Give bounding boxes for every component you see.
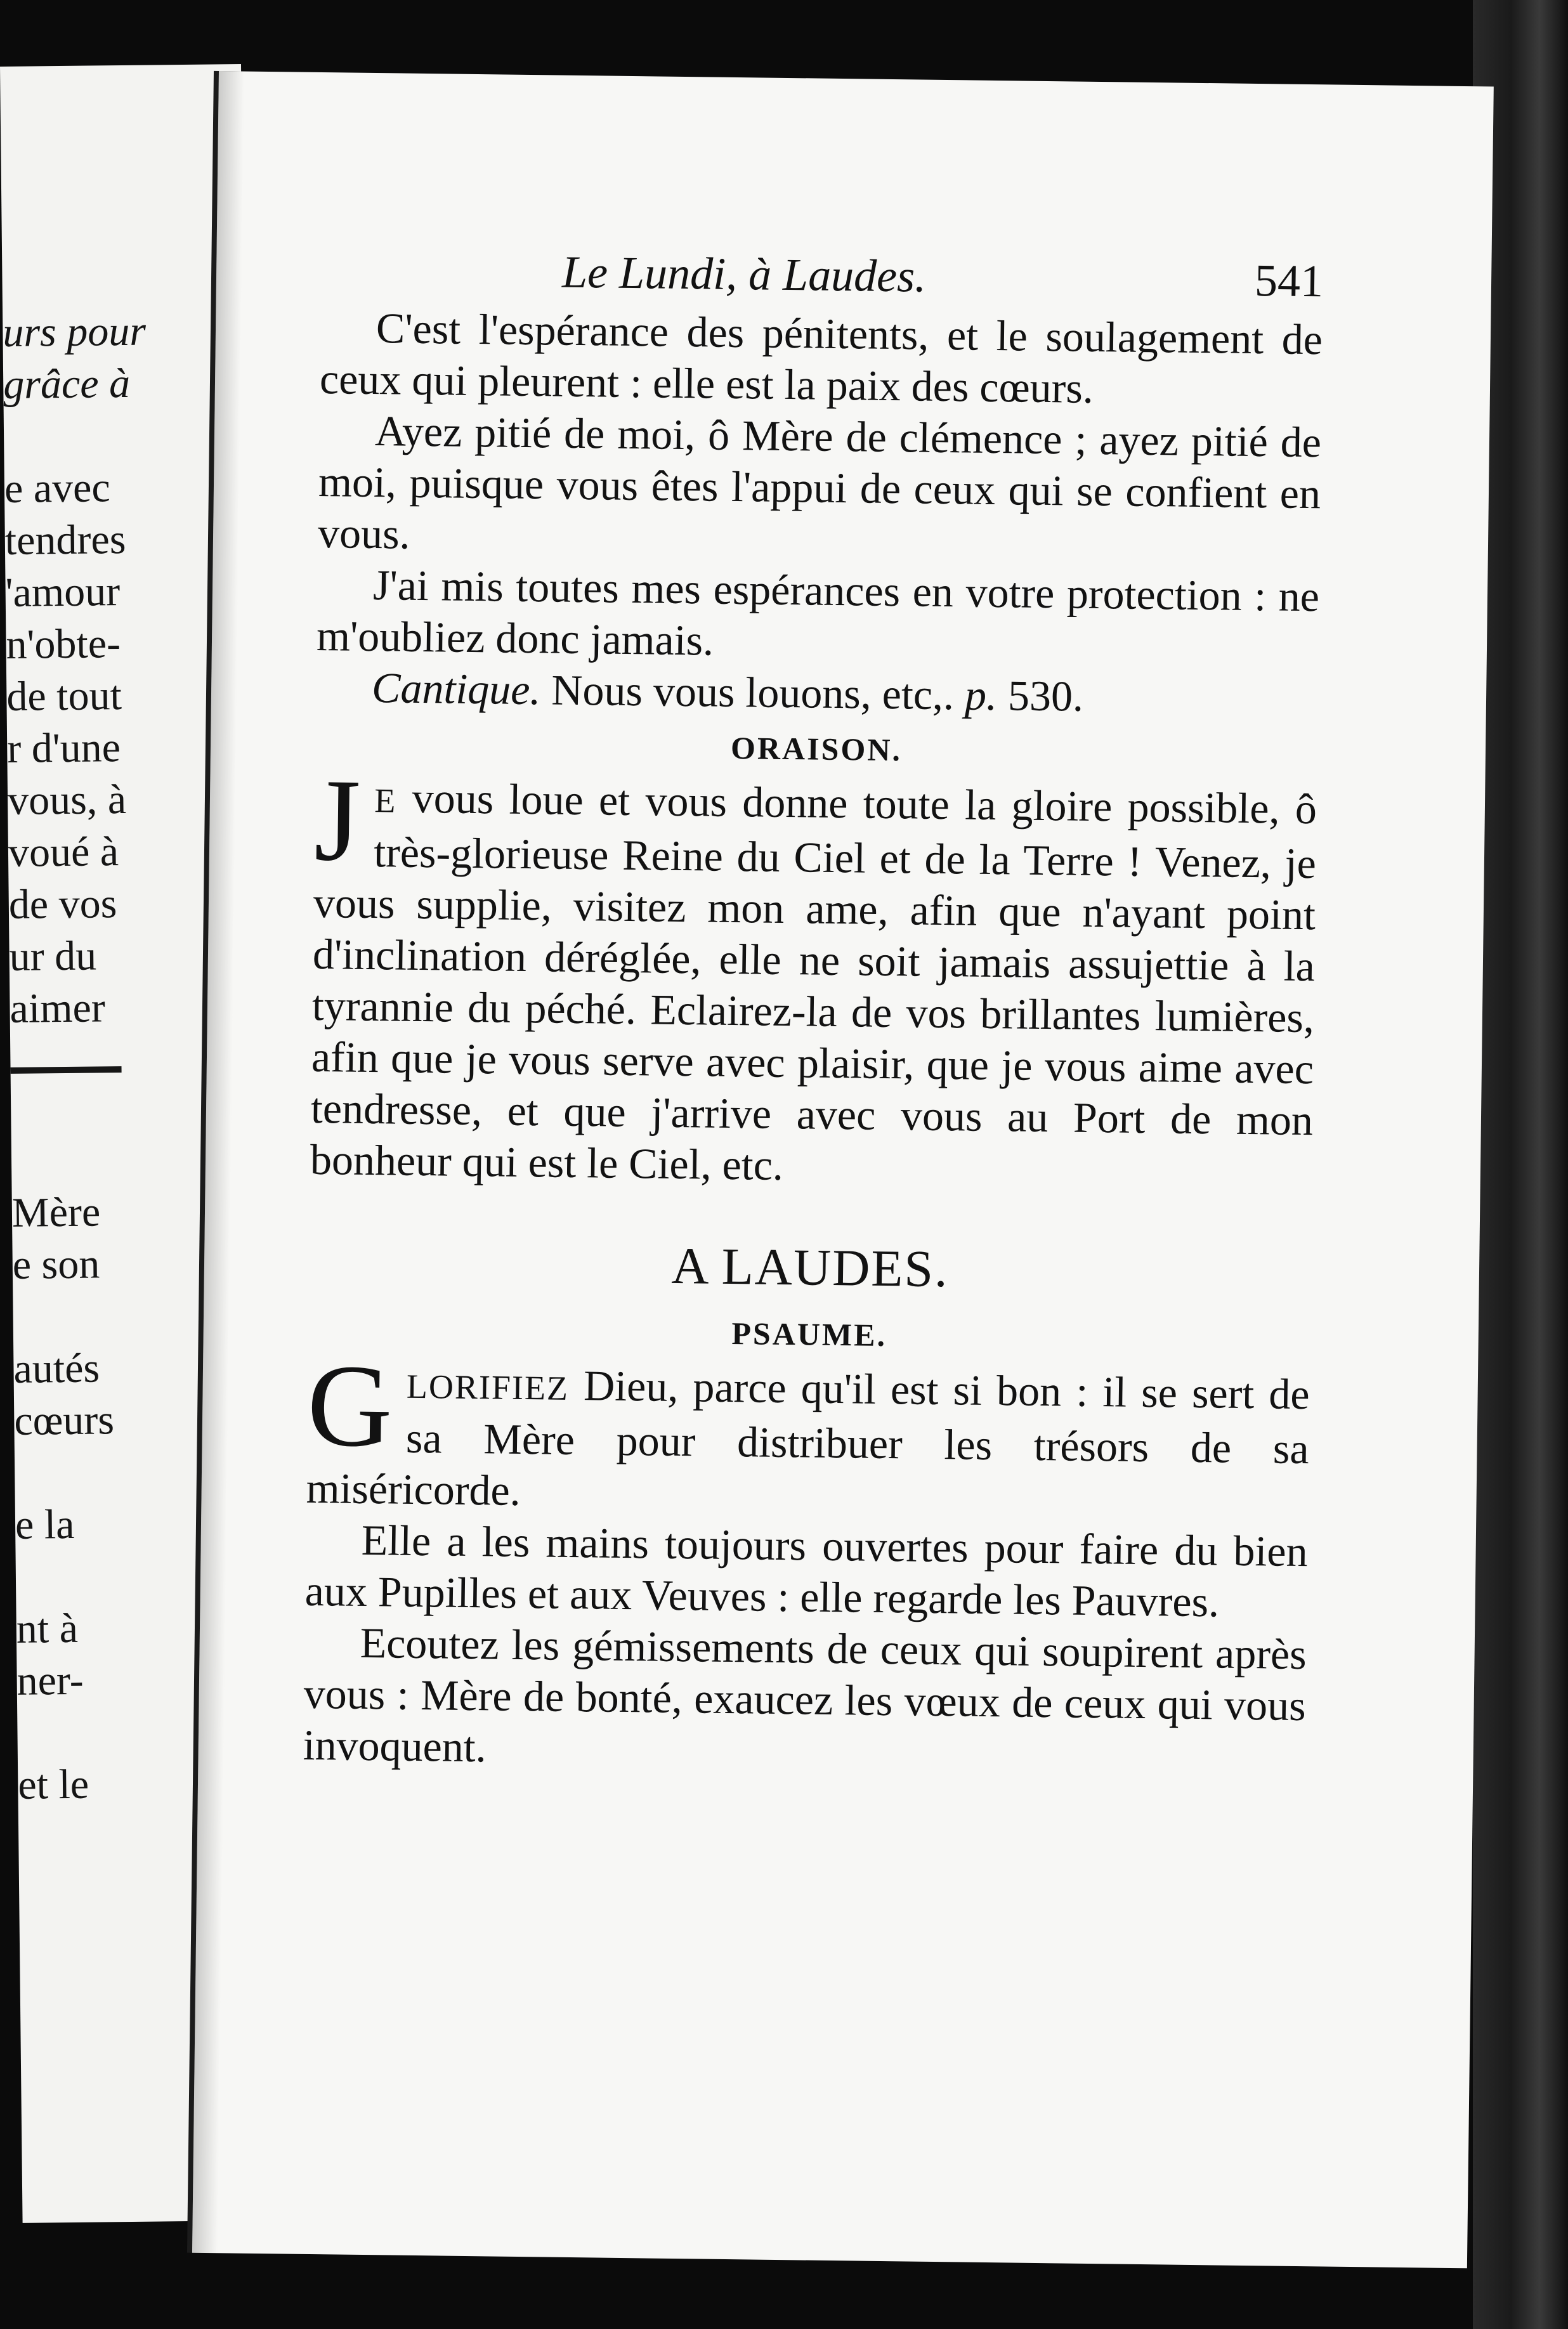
oraison-text: vous loue et vous donne toute la gloire possible, ô très-glorieuse Reine du Ciel et de la Terre ! Venez, je vous supplie, visitez mon ame, afin que n'ayant point d'inclination déréglée, elle ne soit jamais assujettie à la tyrannie du péché. Eclairez-la de vos brillantes lumières, afin que je vous serve avec plaisir, que je vous aime avec tendresse, et que j'arrive avec vous au Port de mon bonheur qui est le Ciel, etc. [310, 773, 1317, 1189]
facing-page-line: e son [12, 1241, 100, 1288]
psaume-smallcaps: LORIFIEZ [406, 1367, 570, 1407]
facing-page-line: e la [15, 1501, 75, 1548]
facing-page-rule [11, 1066, 122, 1074]
facing-page-line: 'amour [5, 568, 121, 616]
facing-page-line: cœurs [13, 1397, 115, 1444]
facing-page-line: voué à [8, 828, 119, 876]
psaume-dropcap: G [306, 1340, 393, 1472]
facing-page-line: autés [13, 1345, 100, 1392]
psaume-text: Dieu, parce qu'il est si bon : il se sert de sa Mère pour distribuer les trésors de sa miséricorde. [306, 1360, 1310, 1515]
facing-page-line: urs pour [3, 308, 147, 356]
oraison-paragraph [310, 754, 1317, 1197]
facing-page-line: r d'une [6, 724, 121, 772]
facing-page-line: n'obte- [6, 620, 121, 668]
running-head [321, 244, 1324, 314]
facing-page-line: tendres [4, 516, 126, 564]
facing-page-line: grâce à [3, 360, 131, 408]
oraison-dropcap: J [313, 754, 362, 886]
psaume-heading: PSAUME. [731, 1315, 887, 1354]
facing-page-line: de vos [8, 880, 117, 928]
cantique-text: Nous vous louons, etc,. [540, 665, 965, 719]
paragraph-gemissements: Ecoutez les gémissements de ceux qui soupirent après vous : Mère de bonté, exaucez les vœux de ceux qui vous invoquent. [303, 1618, 1307, 1771]
running-title: Le Lundi, à Laudes. [561, 246, 927, 302]
paragraph-esperance: C'est l'espérance des pénitents, et le soulagement de ceux qui pleurent : elle est la paix des cœurs. [319, 304, 1323, 412]
paragraph-mains: Elle a les mains toujours ouvertes pour faire du bien aux Pupilles et aux Veuves : elle regarde les Pauvres. [304, 1515, 1309, 1626]
facing-page-line: nt à [16, 1605, 79, 1652]
paragraph-pitie: Ayez pitié de moi, ô Mère de clémence ; ayez pitié de moi, puisque vous êtes l'appui de ceux qui se confient en vous. [317, 407, 1322, 558]
facing-page-line: de tout [6, 672, 122, 720]
cantique-label: Cantique. [371, 663, 541, 714]
cantique-page-abbrev: p. [964, 670, 998, 720]
facing-page-line: Mère [11, 1189, 101, 1236]
section-title: A LAUDES. [670, 1236, 950, 1298]
psaume-paragraph [306, 1340, 1310, 1526]
facing-page-line: ner- [16, 1657, 84, 1704]
page-text [303, 244, 1323, 1783]
facing-page-line: e avec [4, 464, 111, 512]
facing-page-line: ur du [9, 932, 97, 980]
facing-page-line: vous, à [7, 776, 127, 824]
page-number: 541 [1254, 254, 1324, 307]
facing-page-line: aimer [10, 984, 106, 1032]
cantique-page-number: 530. [996, 671, 1084, 721]
oraison-heading: ORAISON. [730, 729, 903, 768]
book-page [192, 71, 1494, 2268]
facing-page-line: et le [17, 1761, 89, 1808]
oraison-smallcaps: E [374, 781, 397, 820]
paragraph-protection: J'ai mis toutes mes espérances en votre protection : ne m'oubliez donc jamais. [316, 561, 1320, 665]
